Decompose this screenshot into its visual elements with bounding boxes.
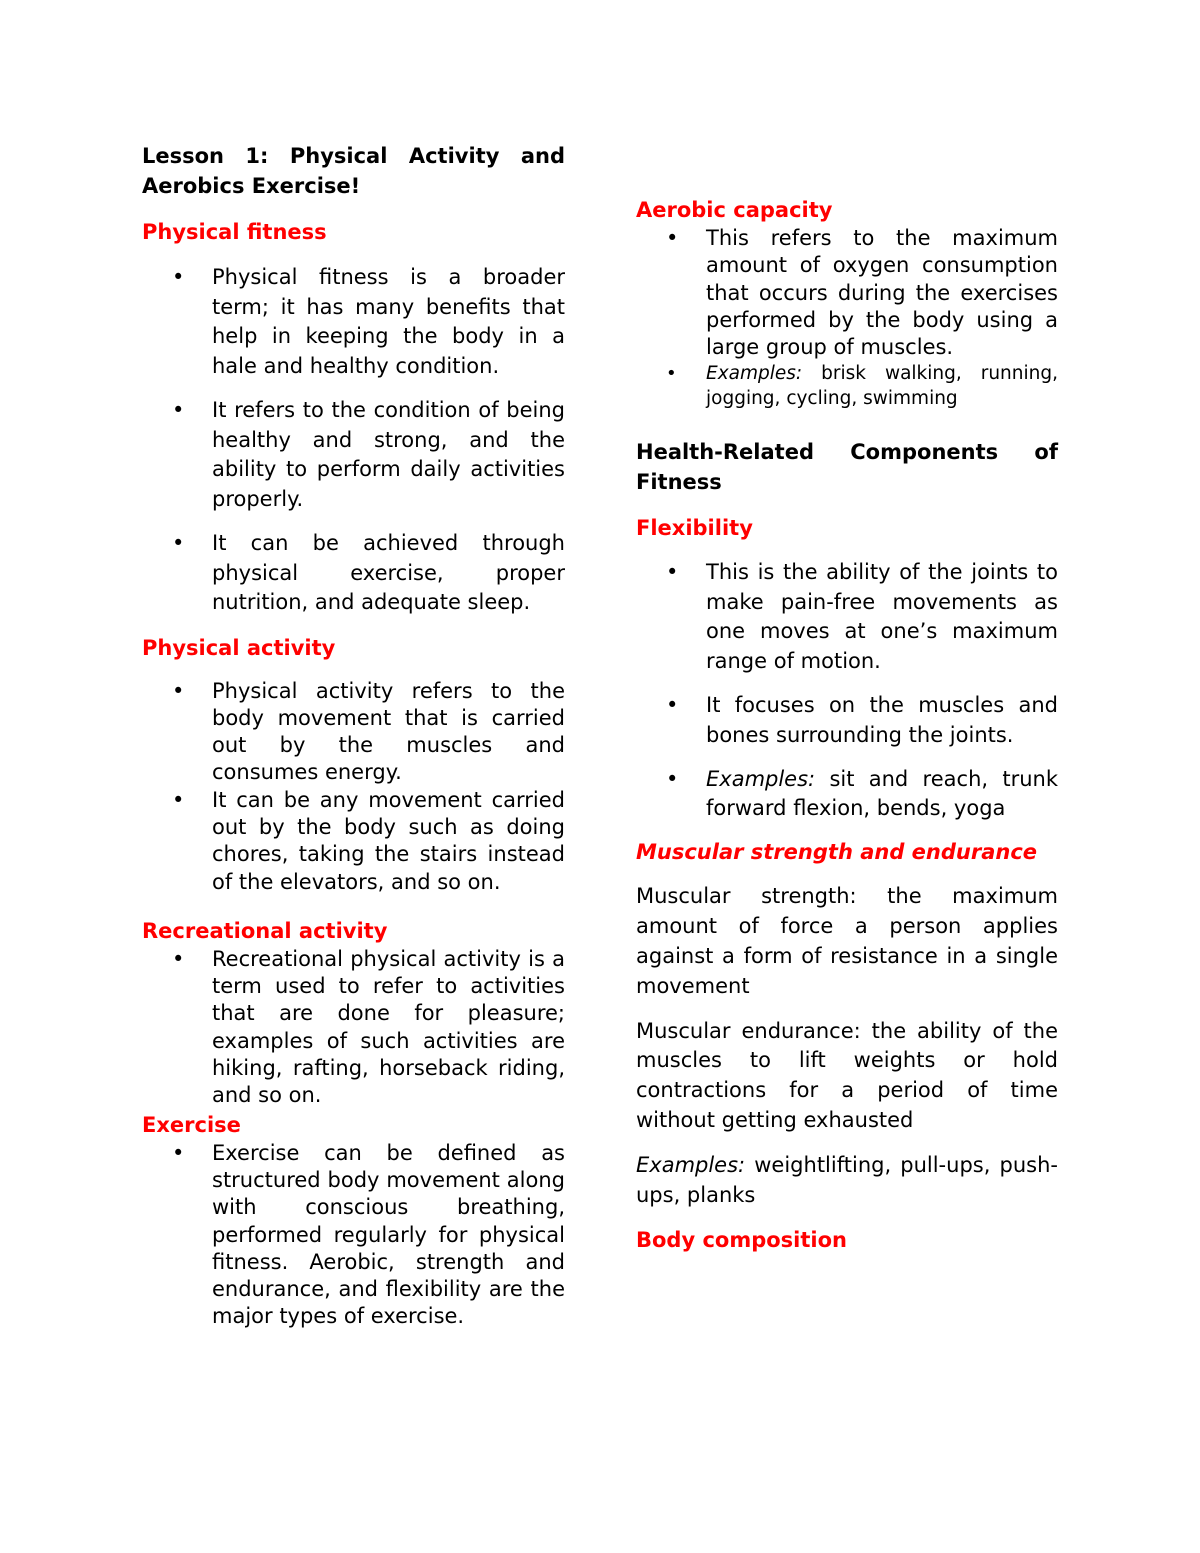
examples-label: Examples: bbox=[706, 363, 803, 385]
list-item: • Recreational physical activity is a term used to refer to activities that are done for pleasure; examples of such activities are hiking, rafting, horseback riding, and so on. bbox=[142, 946, 565, 1110]
heading-recreational-activity: Recreational activity bbox=[142, 918, 388, 943]
list-item bbox=[636, 361, 1058, 411]
aerobic-examples-list bbox=[636, 361, 1058, 411]
list-item: • Exercise can be defined as structured body movement along with conscious breathing, performed regularly for physical fitness. Aerobic, strength and endurance, and flexibility are the major types of exercise. bbox=[142, 1140, 565, 1331]
list-item: • It refers to the condition of being healthy and strong, and the ability to perform daily activities properly. bbox=[142, 396, 565, 514]
list-item bbox=[636, 765, 1058, 822]
list-item: • It can be any movement carried out by the body such as doing chores, taking the stairs instead of the elevators, and so on. bbox=[142, 787, 565, 896]
muscular-endurance-text: Muscular endurance: the ability of the muscles to lift weights or hold contractions for a period of time without getting exhausted bbox=[636, 1018, 1058, 1133]
list-item: • Physical fitness is a broader term; it has many benefits that help in keeping the body in a hale and healthy condition. bbox=[142, 263, 565, 381]
muscular-examples bbox=[636, 1151, 1058, 1211]
list-item: • It focuses on the muscles and bones surrounding the joints. bbox=[636, 691, 1058, 750]
examples-text: brisk walking, running, jogging, cycling, swimming bbox=[706, 363, 1058, 410]
aerobic-capacity-list bbox=[636, 225, 1058, 361]
list-item: • This refers to the maximum amount of oxygen consumption that occurs during the exercises performed by the body using a large group of muscles. bbox=[636, 225, 1058, 361]
examples-label: Examples: bbox=[636, 1152, 746, 1177]
heading-body-composition: Body composition bbox=[636, 1228, 847, 1253]
list-item: • This is the ability of the joints to make pain-free movements as one moves at one’s maximum range of motion. bbox=[636, 558, 1058, 676]
list-item: • Physical activity refers to the body movement that is carried out by the muscles and consumes energy. bbox=[142, 678, 565, 787]
heading-aerobic-capacity: Aerobic capacity bbox=[636, 198, 833, 222]
flexibility-list bbox=[636, 558, 1058, 822]
examples-text: sit and reach, trunk forward flexion, bends, yoga bbox=[706, 767, 1058, 820]
heading-muscular: Muscular strength and endurance bbox=[636, 840, 1038, 865]
physical-activity-list bbox=[142, 678, 565, 896]
heading-physical-activity: Physical activity bbox=[142, 635, 336, 660]
exercise-list bbox=[142, 1140, 565, 1331]
right-column bbox=[636, 195, 1058, 1255]
list-item: • It can be achieved through physical exercise, proper nutrition, and adequate sleep. bbox=[142, 529, 565, 618]
muscular-strength-text: Muscular strength: the maximum amount of force a person applies against a form of resistance in a single movement bbox=[636, 884, 1058, 998]
physical-fitness-list bbox=[142, 263, 565, 618]
heading-physical-fitness: Physical fitness bbox=[142, 220, 327, 244]
heading-health-components: Health-Related Components of Fitness bbox=[636, 440, 1058, 495]
examples-label: Examples: bbox=[706, 767, 816, 792]
heading-flexibility: Flexibility bbox=[636, 516, 753, 541]
left-column bbox=[142, 137, 565, 1331]
lesson-title: Lesson 1: Physical Activity and Aerobics Exercise! bbox=[142, 144, 565, 198]
examples-text: weightlifting, pull-ups, push-ups, planks bbox=[636, 1152, 1058, 1207]
recreational-activity-list bbox=[142, 946, 565, 1110]
heading-exercise: Exercise bbox=[142, 1112, 241, 1137]
